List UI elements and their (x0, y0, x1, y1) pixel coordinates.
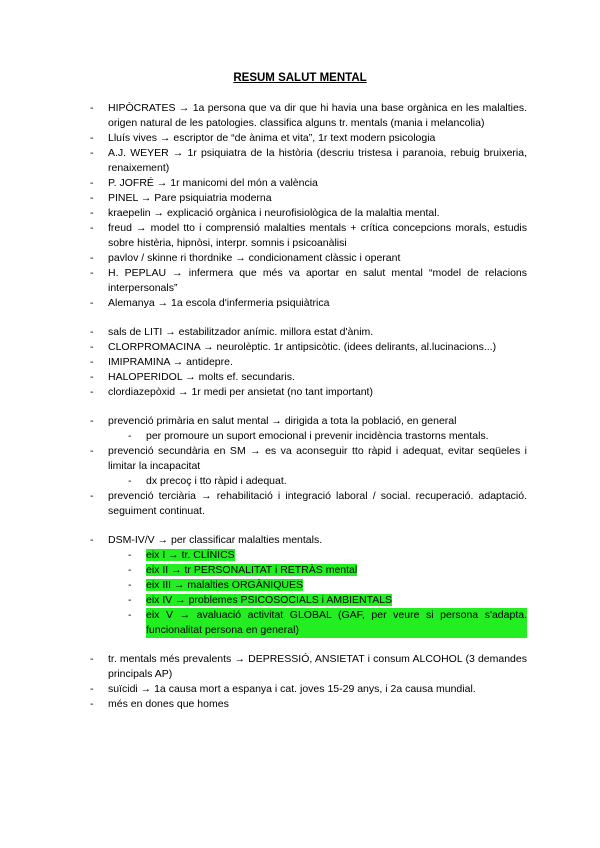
list-item: - tr. mentals més prevalents → DEPRESSIÓ, ANSIETAT i consum ALCOHOL (3 demandes principals AP) (90, 652, 527, 682)
list-item: - Alemanya → 1a escola d'infermeria psiquiàtrica (90, 296, 527, 311)
highlighted-text: - eix V → avaluació activitat GLOBAL (GAF, per veure si persona s'adapta. funcionalitat persona en general) (146, 609, 527, 636)
list-item: - prevenció terciària → rehabilitació i integració laboral / social. recuperació. adaptació. seguiment continuat. (90, 489, 527, 519)
sub-list-item: - dx precoç i tto ràpid i adequat. (90, 474, 527, 489)
list-item: - A.J. WEYER → 1r psiquiatra de la història (descriu tristesa i paranoia, rebuig bruixeria, renaixement) (90, 146, 527, 176)
list-item: - prevenció secundària en SM → es va aconseguir tto ràpid i adequat, evitar seqüeles i limitar la incapacitat (90, 444, 527, 474)
list-item: - freud → model tto i comprensió malalties mentals + crítica concepcions morals, estudis sobre histèria, hipnòsi, interpr. somnis i psicoanàlisi (90, 221, 527, 251)
list-item: - P. JOFRÉ → 1r manicomi del món a valència (90, 176, 527, 191)
list-item: - IMIPRAMINA → antidepre. (90, 355, 527, 370)
list-item: - kraepelin → explicació orgànica i neurofisiològica de la malaltia mental. (90, 206, 527, 221)
section-spacer (90, 638, 527, 652)
highlighted-text: eix I → tr. CLÍNICS (146, 549, 235, 561)
highlighted-sub-item (90, 548, 527, 563)
section-spacer (90, 400, 527, 414)
list-item: - HIPÒCRATES → 1a persona que va dir que hi havia una base orgànica en les malalties. origen natural de les patologies. classifica alguns tr. mentals (mania i melancolia) (90, 101, 527, 131)
notes-list (90, 101, 527, 712)
highlighted-text: eix IV → problemes PSICOSOCIALS i AMBIENTALS (146, 594, 393, 606)
highlighted-sub-item (90, 578, 527, 593)
list-item: - Lluís vives → escriptor de “de ànima et vita”, 1r text modern psicologia (90, 131, 527, 146)
list-item: - prevenció primària en salut mental → dirigida a tota la població, en general (90, 414, 527, 429)
list-item: - DSM-IV/V → per classificar malalties mentals. (90, 533, 527, 548)
list-item: - CLORPROMACINA → neurolèptic. 1r antipsicòtic. (idees delirants, al.lucinacions...) (90, 340, 527, 355)
highlighted-text: eix III → malalties ORGÀNIQUES (146, 579, 303, 591)
highlighted-sub-item (90, 593, 527, 608)
list-item: - pavlov / skinne ri thordnike → condicionament clàssic i operant (90, 251, 527, 266)
list-item: - sals de LITI → estabilitzador anímic. millora estat d'ànim. (90, 325, 527, 340)
list-item: - H. PEPLAU → infermera que més va aportar en salut mental “model de relacions interpersonals” (90, 266, 527, 296)
list-item: - clordiazepòxid → 1r medi per ansietat (no tant important) (90, 385, 527, 400)
sub-list-item: - per promoure un suport emocional i prevenir incidència trastorns mentals. (90, 429, 527, 444)
section-spacer (90, 519, 527, 533)
list-item: - HALOPERIDOL → molts ef. secundaris. (90, 370, 527, 385)
list-item: - suïcidi → 1a causa mort a espanya i cat. joves 15-29 anys, i 2a causa mundial. (90, 682, 527, 697)
section-spacer (90, 311, 527, 325)
highlighted-sub-item (90, 608, 527, 638)
list-item: - PINEL → Pare psiquiatria moderna (90, 191, 527, 206)
list-item: - més en dones que homes (90, 697, 527, 712)
highlighted-text: eix II → tr PERSONALITAT i RETRÀS mental (146, 564, 358, 576)
highlighted-sub-item (90, 563, 527, 578)
document-title: RESUM SALUT MENTAL (233, 72, 367, 84)
